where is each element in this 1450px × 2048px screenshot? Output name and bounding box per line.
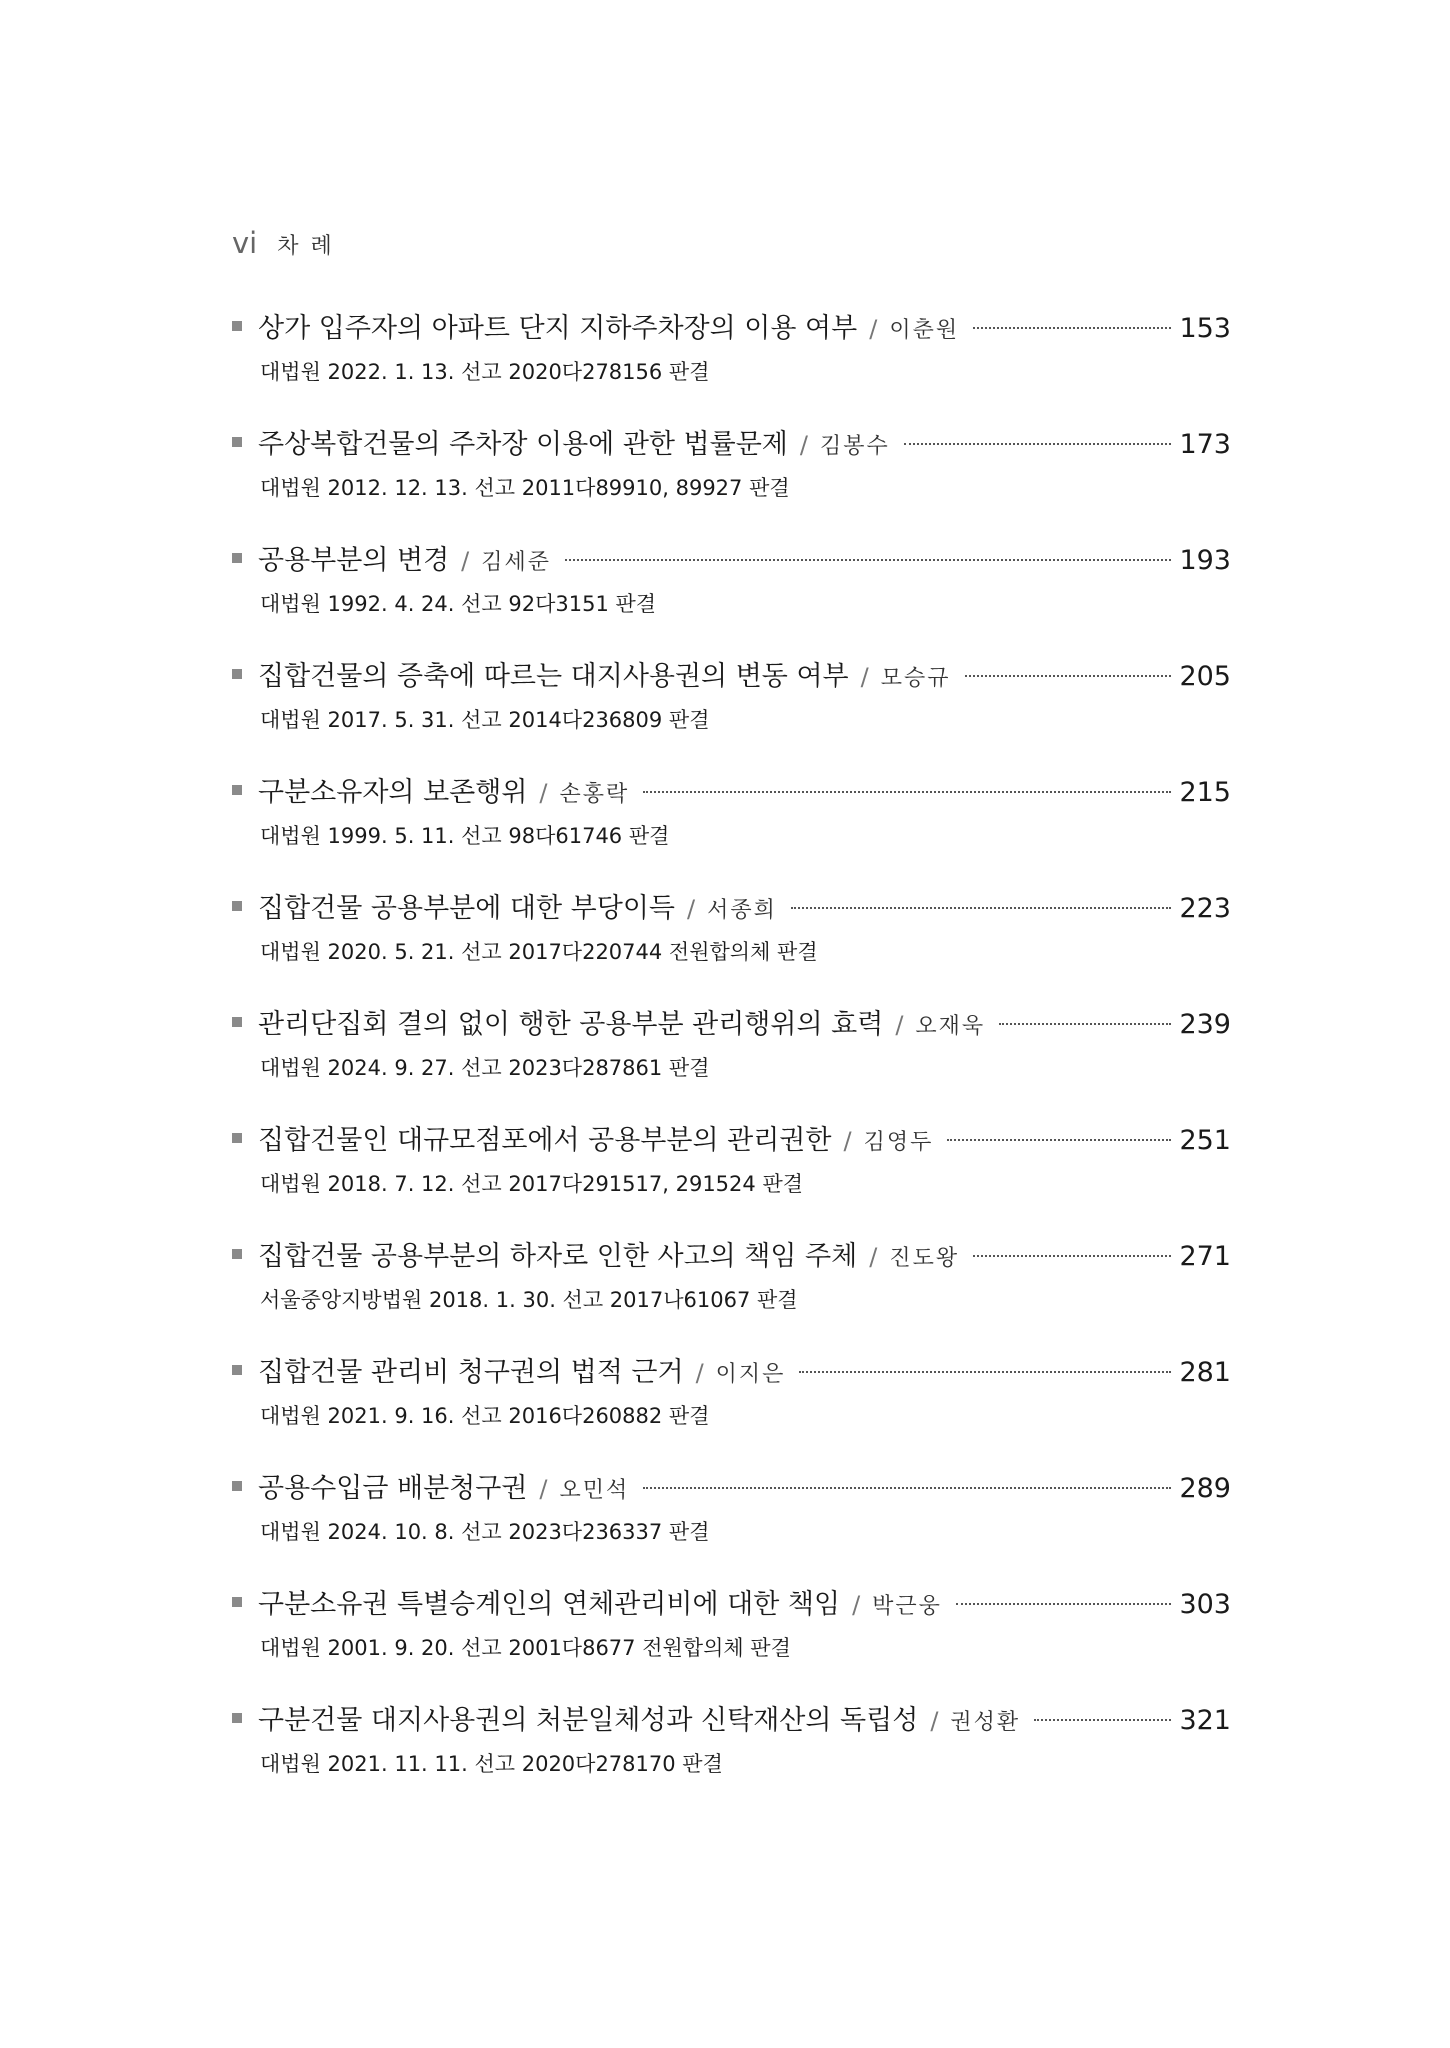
dot-leader [999,1023,1171,1025]
entry-citation: 대법원 2017. 5. 31. 선고 2014다236809 판결 [260,708,710,732]
entry-author: 오재욱 [915,1014,986,1039]
entry-citation: 대법원 2018. 7. 12. 선고 2017다291517, 291524 판결 [260,1172,804,1196]
separator-slash: / [930,1707,939,1735]
separator-slash: / [852,1591,861,1619]
entry-title: 집합건물인 대규모점포에서 공용부분의 관리권한 [258,1125,832,1156]
entry-citation: 대법원 2021. 11. 11. 선고 2020다278170 판결 [260,1752,723,1776]
entry-title: 집합건물 공용부분의 하자로 인한 사고의 책임 주체 [258,1241,858,1272]
entry-citation: 대법원 2020. 5. 21. 선고 2017다220744 전원합의체 판결 [260,940,818,964]
toc-entry [232,1582,1231,1698]
entry-page-number: 289 [1179,1473,1231,1504]
toc-entry [232,422,1231,538]
dot-leader [956,1603,1172,1605]
separator-slash: / [843,1127,852,1155]
entry-author: 모승규 [880,666,951,691]
entry-page-number: 281 [1179,1357,1231,1388]
entry-citation: 대법원 2001. 9. 20. 선고 2001다8677 전원합의체 판결 [260,1636,791,1660]
entry-author: 진도왕 [889,1246,960,1271]
entry-author: 이지은 [715,1362,786,1387]
separator-slash: / [799,431,808,459]
entry-title: 공용수입금 배분청구권 [258,1473,528,1504]
entry-citation: 대법원 2024. 10. 8. 선고 2023다236337 판결 [260,1520,710,1544]
square-bullet-icon [232,669,242,679]
separator-slash: / [869,1243,878,1271]
entry-page-number: 205 [1179,661,1231,692]
dot-leader [565,559,1171,561]
dot-leader [791,907,1172,909]
square-bullet-icon [232,1713,242,1723]
entry-author: 권성환 [950,1710,1021,1735]
separator-slash: / [686,895,696,923]
toc-entry [232,1118,1231,1234]
square-bullet-icon [232,437,242,447]
entry-title: 집합건물 공용부분에 대한 부당이득 [258,893,675,924]
square-bullet-icon [232,1481,242,1491]
toc-entry [232,770,1231,886]
entry-author: 김영두 [863,1130,934,1155]
entry-page-number: 223 [1179,893,1231,924]
entry-title: 구분소유권 특별승계인의 연체관리비에 대한 책임 [258,1589,841,1620]
dot-leader [904,443,1172,445]
entry-author: 오민석 [559,1478,630,1503]
separator-slash: / [695,1359,704,1387]
entry-page-number: 303 [1179,1589,1231,1620]
entry-page-number: 251 [1179,1125,1231,1156]
dot-leader [643,1487,1171,1489]
entry-author: 손홍락 [559,782,630,807]
section-title: 차례 [277,234,344,259]
entry-title: 상가 입주자의 아파트 단지 지하주차장의 이용 여부 [258,313,858,344]
table-of-contents [232,306,1231,1814]
entry-author: 이춘원 [889,318,960,343]
toc-entry [232,1350,1231,1466]
square-bullet-icon [232,1017,242,1027]
entry-page-number: 321 [1179,1705,1231,1736]
entry-title: 구분건물 대지사용권의 처분일체성과 신탁재산의 독립성 [258,1705,919,1736]
entry-citation: 서울중앙지방법원 2018. 1. 30. 선고 2017나61067 판결 [260,1288,798,1312]
toc-entry [232,1234,1231,1350]
dot-leader [973,327,1171,329]
dot-leader [947,1139,1171,1141]
separator-slash: / [539,779,548,807]
entry-title: 주상복합건물의 주차장 이용에 관한 법률문제 [258,429,788,460]
running-header [232,226,344,260]
dot-leader [643,791,1171,793]
entry-author: 김세준 [481,550,552,575]
square-bullet-icon [232,1365,242,1375]
entry-title: 집합건물 관리비 청구권의 법적 근거 [258,1357,684,1388]
dot-leader [973,1255,1171,1257]
square-bullet-icon [232,785,242,795]
toc-entry [232,538,1231,654]
entry-author: 김봉수 [819,434,890,459]
toc-entry [232,1466,1231,1582]
dot-leader [1034,1719,1171,1721]
entry-title: 공용부분의 변경 [258,545,450,576]
entry-citation: 대법원 2021. 9. 16. 선고 2016다260882 판결 [260,1404,710,1428]
toc-entry [232,306,1231,422]
separator-slash: / [860,663,869,691]
entry-page-number: 271 [1179,1241,1231,1272]
square-bullet-icon [232,553,242,563]
entry-citation: 대법원 1999. 5. 11. 선고 98다61746 판결 [260,824,670,848]
toc-entry [232,1002,1231,1118]
entry-page-number: 173 [1179,429,1231,460]
entry-page-number: 193 [1179,545,1231,576]
entry-title: 집합건물의 증축에 따르는 대지사용권의 변동 여부 [258,661,849,692]
square-bullet-icon [232,1133,242,1143]
entry-page-number: 153 [1179,313,1231,344]
entry-citation: 대법원 1992. 4. 24. 선고 92다3151 판결 [260,592,657,616]
separator-slash: / [539,1475,548,1503]
entry-author: 서종희 [707,898,777,923]
square-bullet-icon [232,1249,242,1259]
separator-slash: / [895,1011,904,1039]
square-bullet-icon [232,901,242,911]
page-number: vi [232,226,258,260]
toc-entry [232,654,1231,770]
entry-author: 박근웅 [872,1594,942,1619]
entry-page-number: 215 [1179,777,1231,808]
separator-slash: / [869,315,878,343]
entry-title: 구분소유자의 보존행위 [258,777,528,808]
dot-leader [965,675,1172,677]
entry-title: 관리단집회 결의 없이 행한 공용부분 관리행위의 효력 [258,1009,884,1040]
entry-citation: 대법원 2022. 1. 13. 선고 2020다278156 판결 [260,360,710,384]
toc-entry [232,886,1231,1002]
dot-leader [799,1371,1171,1373]
square-bullet-icon [232,321,242,331]
toc-entry [232,1698,1231,1814]
entry-page-number: 239 [1179,1009,1231,1040]
entry-citation: 대법원 2024. 9. 27. 선고 2023다287861 판결 [260,1056,710,1080]
square-bullet-icon [232,1597,242,1607]
entry-citation: 대법원 2012. 12. 13. 선고 2011다89910, 89927 판결 [260,476,790,500]
separator-slash: / [461,547,470,575]
